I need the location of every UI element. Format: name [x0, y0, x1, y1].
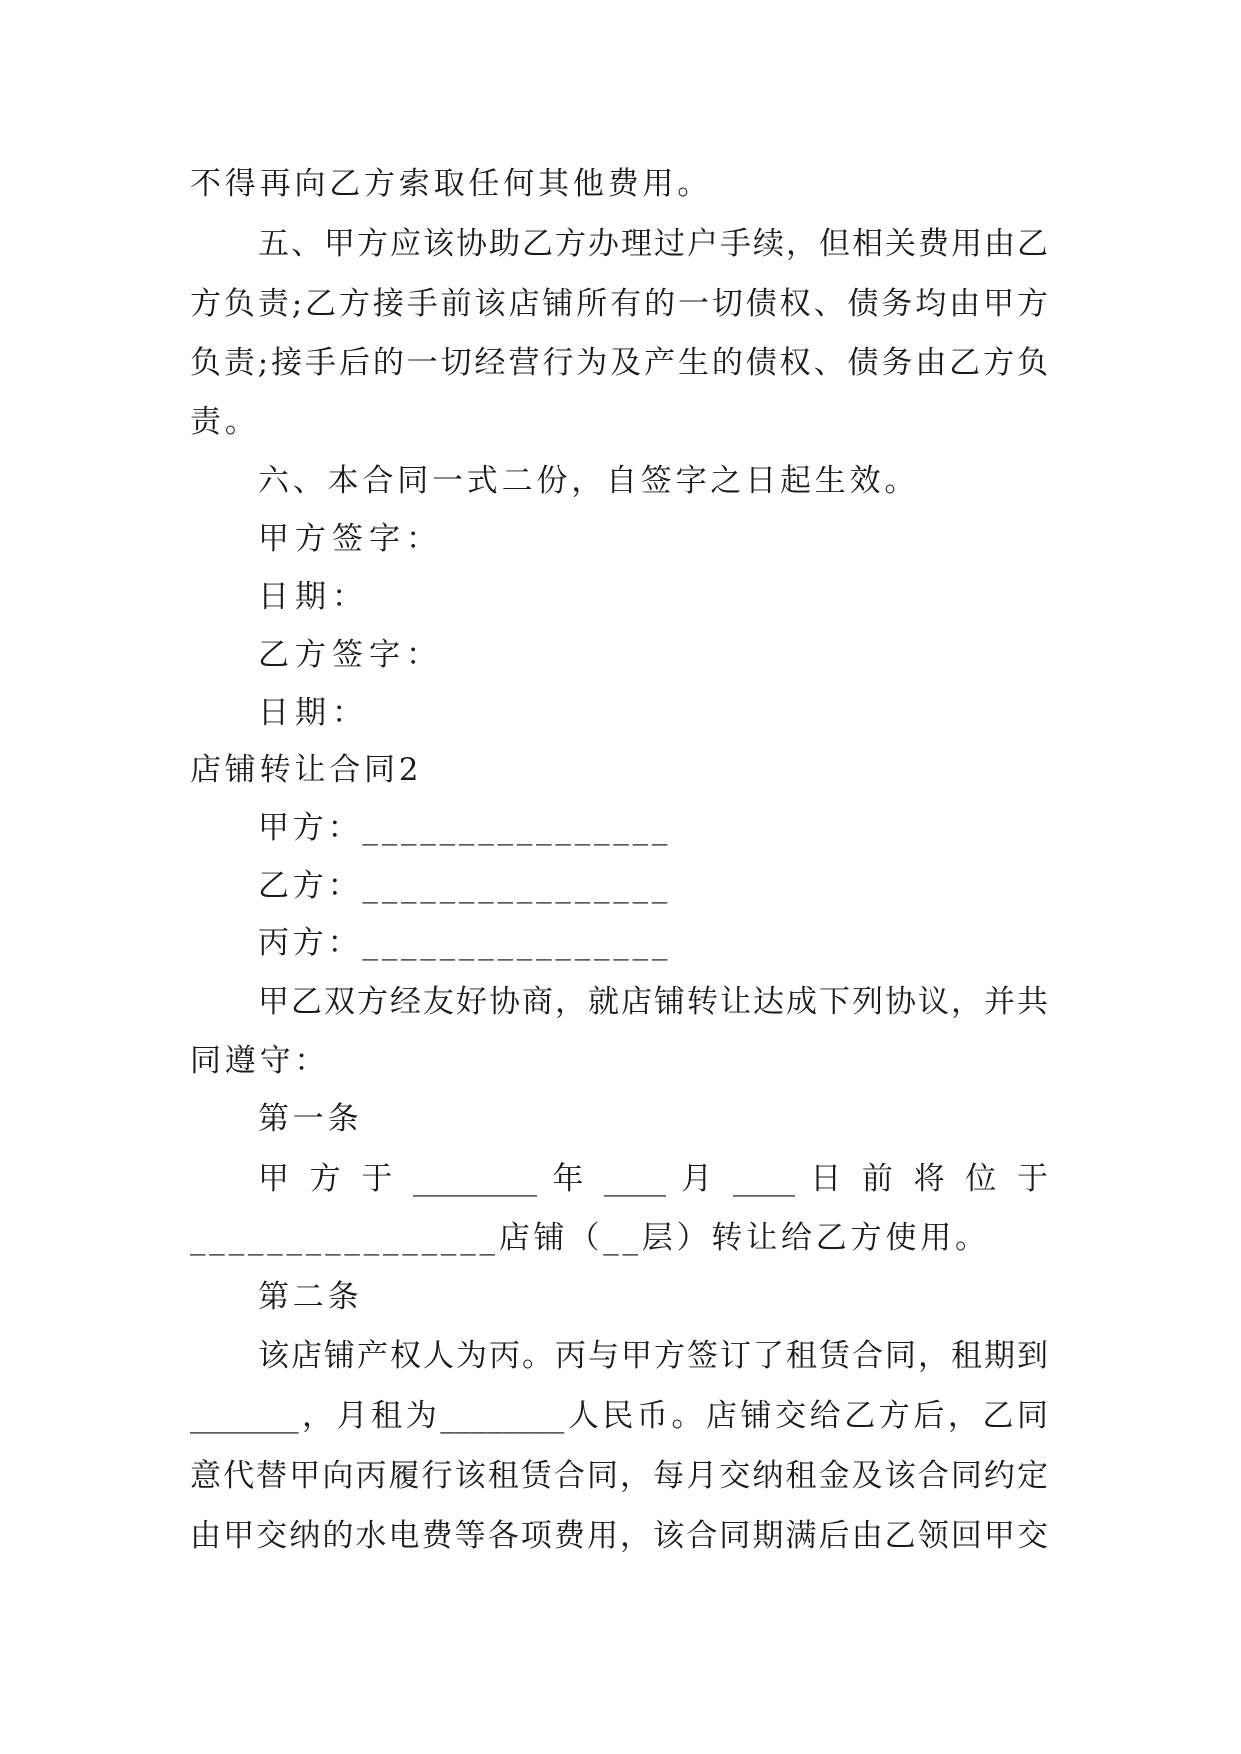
party-field: 乙方：________________ [258, 868, 672, 904]
paragraph-line: 同遵守： [190, 1043, 330, 1079]
section-title: 店铺转让合同2 [190, 752, 423, 788]
paragraph-line: _______，月租为________人民币。店铺交给乙方后，乙同 [190, 1398, 1048, 1434]
paragraph-line: 该店铺产权人为丙。丙与甲方签订了租赁合同，租期到 [258, 1338, 1048, 1374]
signature-label: 甲方签字： [258, 521, 443, 557]
paragraph-line: 六、本合同一式二份，自签字之日起生效。 [258, 463, 920, 499]
paragraph-line: 不得再向乙方索取任何其他费用。 [190, 166, 712, 202]
paragraph-line: 甲乙双方经友好协商，就店铺转让达成下列协议，并共 [258, 984, 1048, 1020]
date-label: 日期： [258, 579, 369, 615]
date-label: 日期： [258, 695, 369, 731]
party-field: 丙方：________________ [258, 925, 672, 961]
paragraph-line: 负责;接手后的一切经营行为及产生的债权、债务由乙方负 [190, 345, 1048, 381]
paragraph-line: 五、甲方应该协助乙方办理过户手续，但相关费用由乙 [258, 226, 1048, 262]
party-field: 甲方：________________ [258, 810, 672, 846]
article-heading: 第一条 [258, 1101, 363, 1137]
paragraph-line: 方负责;乙方接手前该店铺所有的一切债权、债务均由甲方 [190, 286, 1048, 322]
paragraph-line: 由甲交纳的水电费等各项费用，该合同期满后由乙领回甲交 [190, 1518, 1048, 1554]
paragraph-line: 责。 [190, 404, 260, 440]
paragraph-line: 甲 方 于 ________ 年 ____ 月 ____ 日 前 将 位 于 [258, 1161, 1048, 1197]
signature-label: 乙方签字： [258, 637, 443, 673]
article-heading: 第二条 [258, 1279, 363, 1315]
paragraph-line: 意代替甲向丙履行该租赁合同，每月交纳租金及该合同约定 [190, 1458, 1048, 1494]
paragraph-line: ________________店铺（__层）转让给乙方使用。 [190, 1220, 990, 1256]
